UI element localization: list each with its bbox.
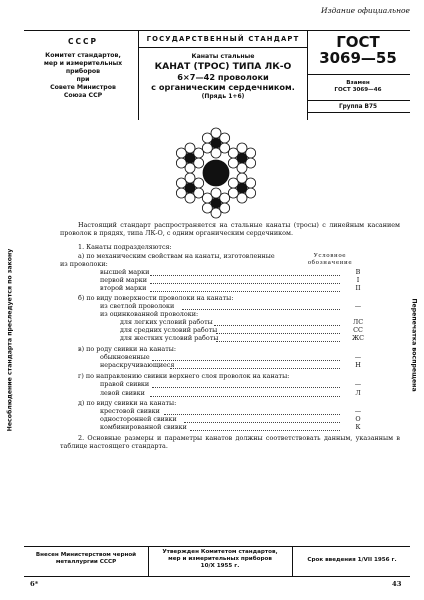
item-b1: из светлой проволоки bbox=[100, 302, 175, 310]
strand-outer-wire bbox=[237, 143, 247, 153]
committee-line: Комитет стандартов, bbox=[45, 52, 121, 59]
code-b4: СС bbox=[353, 326, 363, 334]
group-subrule bbox=[307, 100, 410, 101]
right-margin-note bbox=[408, 280, 420, 410]
strand-outer-wire bbox=[185, 193, 195, 203]
header-divider-right bbox=[307, 30, 308, 120]
item-a1: высшей марки bbox=[100, 268, 150, 276]
code-d1: — bbox=[354, 407, 362, 415]
designation-header-line: обозначение bbox=[307, 259, 353, 266]
leader-dots bbox=[216, 328, 340, 334]
designation-header-line: Условное bbox=[313, 253, 347, 259]
standard-label: ГОСУДАРСТВЕННЫЙ СТАНДАРТ bbox=[146, 35, 300, 43]
title-strand: (Прядь 1+6) bbox=[201, 93, 245, 100]
leader-dots bbox=[164, 409, 340, 415]
item-d3: комбинированной свивки bbox=[100, 423, 187, 431]
code-v1: — bbox=[354, 353, 362, 361]
committee-line: мер и измерительных bbox=[43, 60, 123, 67]
footer-divider-1 bbox=[148, 546, 149, 576]
introduced-line: Внесен Министерством черной bbox=[35, 552, 137, 558]
footer-top-rule bbox=[24, 546, 410, 547]
code-d3: К bbox=[355, 423, 361, 431]
replace-value: ГОСТ 3069—46 bbox=[334, 87, 382, 93]
group-bottom-rule bbox=[307, 112, 410, 113]
effective-date: Срок введения 1/VII 1956 г. bbox=[307, 557, 397, 563]
introduced-by bbox=[28, 552, 144, 566]
strand-outer-wire bbox=[194, 178, 204, 188]
code-g1: — bbox=[354, 380, 362, 388]
leader-dots bbox=[152, 382, 340, 388]
item-a-title-cont: из проволоки: bbox=[60, 260, 108, 268]
header-subrule bbox=[138, 47, 308, 48]
code-a1: В bbox=[355, 268, 361, 276]
left-margin-note bbox=[4, 210, 16, 470]
title-sub-2: с органическим сердечником. bbox=[151, 82, 295, 92]
item-g-title: г) по направлению свивки верхнего слоя проволок на канаты: bbox=[78, 372, 290, 380]
section-1-heading: 1. Канаты подразделяются: bbox=[78, 243, 172, 251]
item-a2: первой марки bbox=[100, 276, 147, 284]
item-a-title: а) по механическим свойствам на канаты, изготовленные bbox=[78, 252, 275, 260]
gost-block bbox=[312, 34, 404, 66]
item-b3: для легких условий работы bbox=[120, 318, 213, 326]
leader-dots bbox=[150, 286, 340, 292]
strand-outer-wire bbox=[202, 133, 212, 143]
title-main: КАНАТ (ТРОС) ТИПА ЛК-О bbox=[154, 61, 292, 72]
page-signature: 6* bbox=[30, 580, 39, 588]
item-v-title: в) по роду свивки на канаты: bbox=[78, 345, 176, 353]
rope-cross-section-figure bbox=[168, 125, 264, 221]
strand-outer-wire bbox=[202, 143, 212, 153]
publisher-block bbox=[28, 38, 138, 100]
designation-header bbox=[300, 253, 360, 266]
leader-dots bbox=[150, 270, 340, 276]
section-2-paragraph: 2. Основные размеры и параметры канатов должны соответствовать данным, указанным в таблице настоящего стандарта. bbox=[60, 434, 400, 450]
item-v1: обыкновенные bbox=[100, 353, 150, 361]
leader-dots bbox=[182, 304, 340, 310]
code-a2: I bbox=[356, 276, 360, 284]
item-d-title: д) по виду свивки на канаты: bbox=[78, 399, 177, 407]
introduced-line: металлургии СССР bbox=[55, 559, 117, 565]
leader-dots bbox=[214, 320, 340, 326]
item-g1: правой свивки bbox=[100, 380, 150, 388]
item-d2: односторонней свивки bbox=[100, 415, 177, 423]
gost-subrule bbox=[307, 74, 410, 75]
title-small: Канаты стальные bbox=[191, 53, 255, 60]
header-divider-left bbox=[138, 30, 139, 120]
intro-paragraph: Настоящий стандарт распространяется на стальные канаты (тросы) с линейным касанием проволок в прядях, типа ЛК-О, с одним органическим сердечником. bbox=[60, 221, 400, 237]
organic-core bbox=[203, 160, 229, 186]
edition-label: Издание официальное bbox=[321, 6, 410, 15]
item-v2: нераскручивающиеся bbox=[100, 361, 175, 369]
footer-bottom-rule bbox=[24, 576, 410, 577]
code-d2: О bbox=[355, 415, 361, 423]
leader-dots bbox=[150, 278, 340, 284]
document-title bbox=[143, 53, 303, 100]
item-b-title: б) по виду поверхности проволоки на канаты: bbox=[78, 294, 234, 302]
footer-divider-2 bbox=[292, 546, 293, 576]
item-b5: для жестких условий работы bbox=[120, 334, 219, 342]
committee-line: приборов bbox=[65, 68, 101, 75]
item-g2: левой свивки bbox=[100, 389, 145, 397]
header-top-rule bbox=[24, 30, 410, 31]
leader-dots bbox=[152, 355, 340, 361]
strand-outer-wire bbox=[176, 158, 186, 168]
strand-outer-wire bbox=[202, 203, 212, 213]
item-d1: крестовой свивки bbox=[100, 407, 160, 415]
item-b2: из оцинкованной проволоки: bbox=[100, 310, 199, 318]
title-sub-1: 6×7—42 проволоки bbox=[177, 72, 269, 82]
strand-outer-wire bbox=[220, 193, 230, 203]
leader-dots bbox=[190, 425, 340, 431]
strand-outer-wire bbox=[220, 203, 230, 213]
page-number: 43 bbox=[392, 580, 402, 588]
item-a3: второй марки bbox=[100, 284, 147, 292]
right-margin-text: Перепечатка воспрещена bbox=[410, 298, 418, 392]
strand-outer-wire bbox=[228, 158, 238, 168]
committee-line: при bbox=[76, 76, 90, 83]
gost-label: ГОСТ bbox=[336, 33, 380, 51]
code-b1: — bbox=[354, 302, 362, 310]
code-a3: II bbox=[355, 284, 361, 292]
leader-dots bbox=[216, 336, 340, 342]
leader-dots bbox=[170, 363, 340, 369]
item-b4: для средних условий работы bbox=[120, 326, 218, 334]
approved-line: 10/X 1955 г. bbox=[200, 563, 240, 569]
replace-label: Взамен bbox=[346, 80, 370, 86]
committee-line: Совете Министров bbox=[50, 84, 116, 91]
approved-line: мер и измерительных приборов bbox=[168, 556, 272, 562]
left-margin-text: Несоблюдение стандарта преследуется по закону bbox=[6, 248, 14, 432]
gost-number: 3069—55 bbox=[319, 49, 397, 67]
code-g2: Л bbox=[355, 389, 361, 397]
strand-outer-wire bbox=[220, 133, 230, 143]
leader-dots bbox=[184, 417, 340, 423]
code-b3: ЛС bbox=[352, 318, 364, 326]
code-v2: Н bbox=[355, 361, 361, 369]
group-label: Группа В75 bbox=[338, 104, 378, 110]
approved-line: Утвержден Комитетом стандартов, bbox=[162, 549, 278, 555]
leader-dots bbox=[150, 391, 340, 397]
ussr-label: СССР bbox=[67, 37, 98, 46]
replace-block bbox=[312, 80, 404, 94]
committee-line: Союза ССР bbox=[63, 92, 103, 99]
code-b5: ЖС bbox=[351, 334, 365, 342]
strand-outer-wire bbox=[246, 178, 256, 188]
approved-by bbox=[150, 549, 290, 570]
